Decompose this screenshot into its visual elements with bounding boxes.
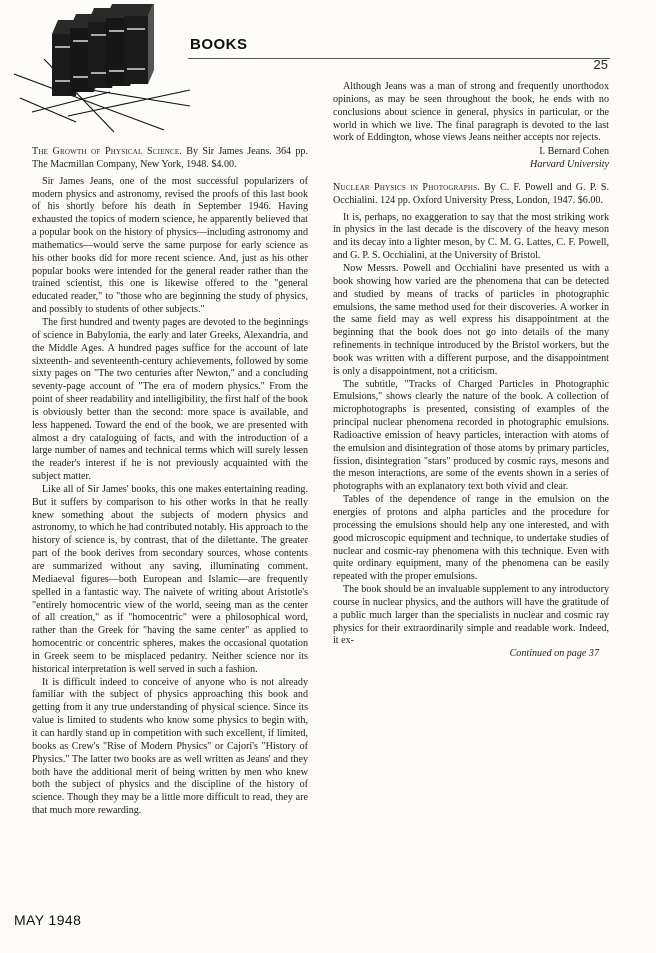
reviewer-affiliation: Harvard University [530,159,609,171]
review-paragraph: The book should be an invaluable supplement to any introductory course in nuclear physics, and the authors will have the gratitude of a public much larger than the specialists in nuclear and cosmic ray physics for their extraordinarily simple and readable work. Indeed, it ex- [333,584,609,647]
review-paragraph: Although Jeans was a man of strong and frequently unorthodox opinions, as may be seen throughout the book, he ends with no conclusions about science in general, physics in particular, or the world in which we live. The final paragraph is devoted to the last work of Eddington, whose views Jeans neither accepts nor rejects. [333,81,609,144]
review-paragraph: Tables of the dependence of range in the emulsion on the energies of protons and alpha particles and the procedure for processing the emulsions should help any one interested, and with good microscopic equipment and technique, to undertake studies of nuclear and cosmic-ray phenomena with this technique. Even with quite ordinary equipment, many of the phenomena can be easily repeated with the proper emulsions. [333,494,609,583]
left-column [32,146,308,818]
review-heading [32,146,308,172]
section-title: BOOKS [190,36,248,53]
review-paragraph: The subtitle, "Tracks of Charged Particles in Photographic Emulsions," shows clearly the nature of the book. A collection of microphotographs is presented, consisting of examples of the principal nuclear phenomena recorded in photographic emulsions. Radioactive emission of heavy particles, interaction with atoms of the emulsion and disintegration of those atoms by primary particles, fission, disintegration "stars" produced by cosmic rays, mesons and the meson interactions, are some of the events shown in a series of photographs with an explanatory text both vivid and clear. [333,378,609,493]
bookshelf-logo-icon [14,4,194,134]
review-heading [333,182,609,208]
reviewer-signature [333,146,609,172]
review-paragraph: It is difficult indeed to conceive of anyone who is not already familiar with the subject of physics approaching this book and getting from it any true understanding of physical science. Since its value is limited to students who know some physics to begin with, it can hardly stand up in competition with such excellent, if limited, books as Crew's "Rise of Modern Physics" or Cajori's "History of Physics." The latter two books are as well written as Jeans' and they both have the additional merit of being written by men who knew both the subject of physics and the discipline of the history of science. Though they may be a little more difficult to read, they are that much more rewarding. [32,676,308,817]
book-citation: By C. F. Powell and G. P. S. Occhialini. 124 pp. Oxford University Press, London, 1947. $6.00. [333,181,610,206]
title-rule [188,58,610,59]
right-column [333,81,609,661]
issue-date: MAY 1948 [14,912,82,928]
reviewer-name: I. Bernard Cohen [539,146,609,158]
review-paragraph: Like all of Sir James' books, this one makes entertaining reading. But it suffers by comparison to his other works in that he really knew something about the subjects of modern physics and astronomy, to which he had contributed notably. His approach to the history of science is, by contrast, that of the dilettante. The greater part of the book derives from secondary sources, whose contents are summarized without any saving, illuminating comment. Mediaeval figures—both European and Islamic—are frequently spelled in a fantastic way. The naivete of writing about Aristotle's "entirely homocentric view of the world, seeing man as the center of all creation," as if "homocentric" were a philosophical word, rather than the Greek for "having the same center" as applied to homocentric or concentric spheres, makes the occasional quotation in Greek seem to be misplaced pedantry. Neither science nor its historical interpretation is well served in such a fashion. [32,483,308,675]
review-paragraph: The first hundred and twenty pages are devoted to the beginnings of science in Babylonia, the early and later Greeks, Alexandria, and the Middle Ages. A hundred pages suffice for the account of late sixteenth- and seventeenth-century achievements, followed by some sixty pages on "The two centuries after Newton," and a concluding seventy-page account of "The era of modern physics." From the point of sheer readability and intelligibility, the first half of the book is obviously better than the second: more space is available, and less happened. Toward the end of the book, we are presented with almost a dry cataloguing of facts, and with the introduction of a large number of names and technical terms which will surely lessen the reader's interest if he is not previously acquainted with the subject matter. [32,316,308,483]
book-title: The Growth of Physical Science. [32,146,183,157]
review-paragraph: It is, perhaps, no exaggeration to say that the most striking work in physics in the last decade is the discovery of the heavy meson and its decay into a lighter meson, by C. M. G. Lattes, C. F. Powell, and G. P. S. Occhialini, at the University of Bristol. [333,211,609,262]
review-paragraph: Now Messrs. Powell and Occhialini have presented us with a book showing how varied are the phenomena that can be detected and studied by means of tracks of particles in photographic emulsions, the same method used for their discoveries. A worker in the same field may as well express his disappointment at the beginning that the book does not go into details of the many refinements in technique introduced by the Bristol workers, but the book was written with a different purpose, and the disappointment is only a disappointment, not a criticism. [333,262,609,377]
book-title: Nuclear Physics in Photographs. [333,181,480,193]
book-citation: By Sir James Jeans. 364 pp. The Macmillan Company, New York, 1948. $4.00. [32,146,308,170]
review-paragraph: Sir James Jeans, one of the most successful popularizers of modern physics and astronomy, revised the proofs of this last book of his shortly before his death in September 1946. Having exhausted the topics of modern science, he apparently believed that a popular book on the history of physics—including astronomy and mathematics—would serve the same purpose for early science as his other books did for more recent science. And, just as his other popular books were intended for the general reader rather than the trained scientist, this one is likewise offered to the "general educated reader," to "those who are beginning the study of physics, and possibly to students of other subjects." [32,175,308,316]
page-number: 25 [593,57,608,72]
continued-note: Continued on page 37 [509,648,599,660]
